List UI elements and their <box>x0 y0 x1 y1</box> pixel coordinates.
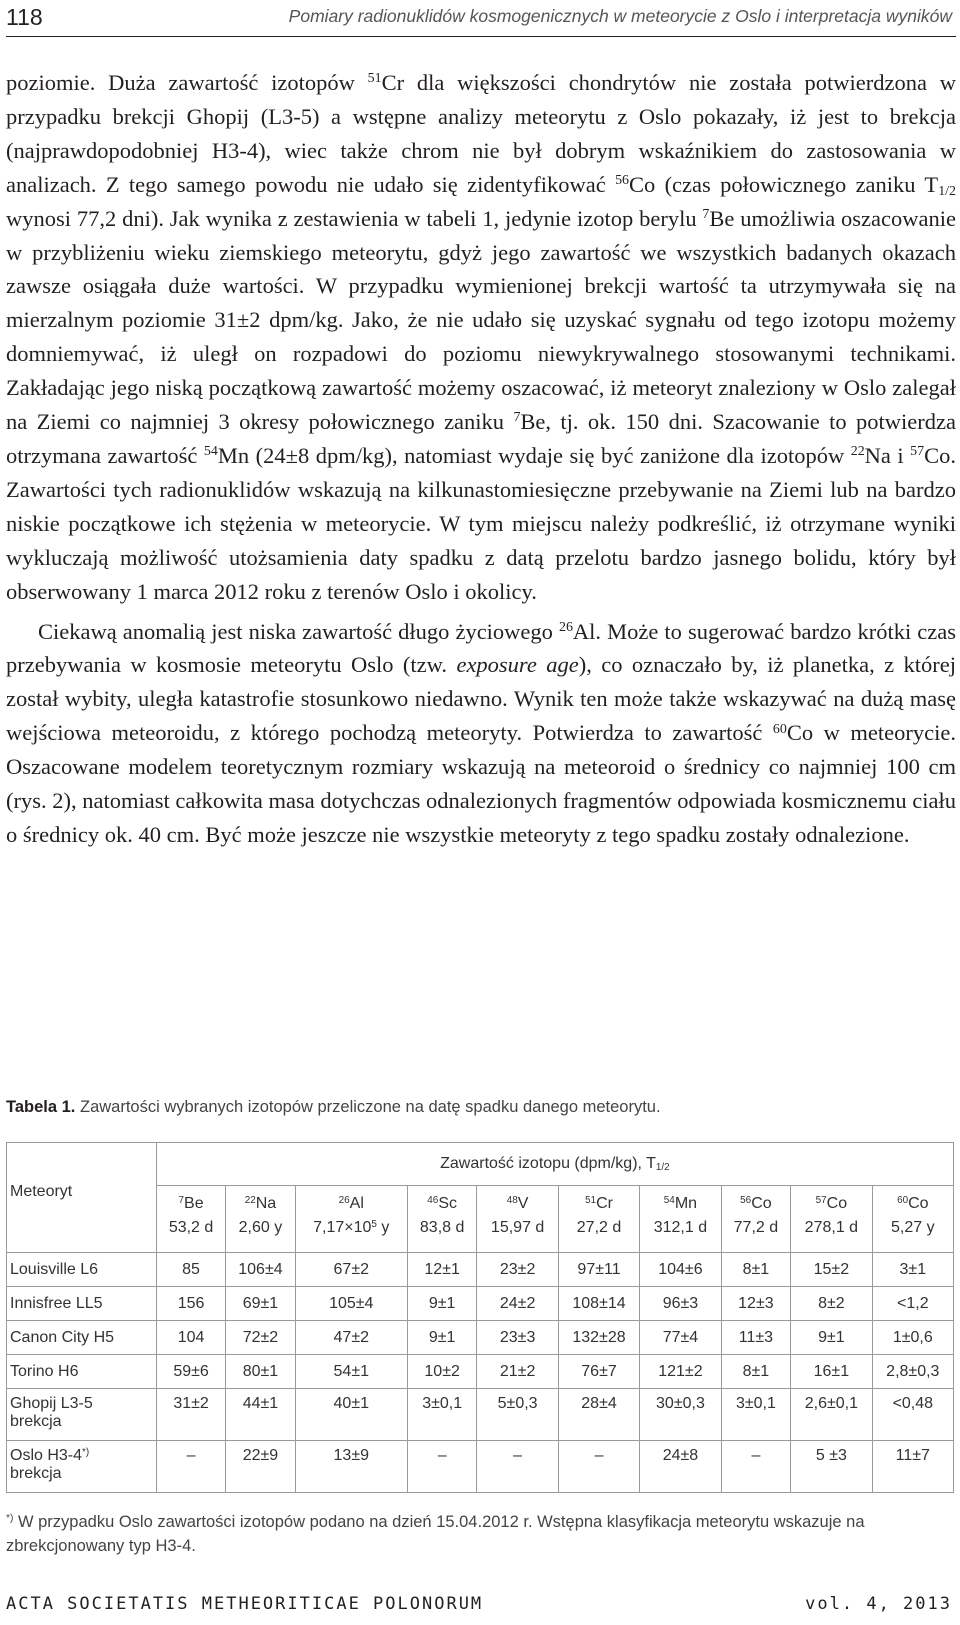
table-row <box>7 1441 954 1493</box>
text-run: Be, tj. ok. 150 dni. Szacowanie to potwierdza otrzymana zawartość <box>6 409 956 468</box>
element-symbol: Co <box>826 1195 848 1212</box>
table-cell: 16±1 <box>791 1355 872 1389</box>
half-life: 15,97 d <box>490 1219 545 1236</box>
table-cell: 28±4 <box>558 1389 639 1441</box>
superscript: 54 <box>203 444 218 460</box>
element-symbol: Co <box>751 1195 772 1212</box>
half-life-exponent: 5 <box>371 1218 377 1230</box>
table-footnote <box>6 1510 956 1558</box>
table-cell: 13±9 <box>295 1441 407 1493</box>
table-cell: 97±11 <box>558 1253 639 1287</box>
mass-number: 22 <box>244 1194 256 1206</box>
meteorite-name-text: Innisfree LL5 <box>10 1294 103 1312</box>
isotope-header-56-co <box>721 1186 790 1253</box>
table-cell: 108±14 <box>558 1287 639 1321</box>
isotope-header-57-co <box>791 1186 872 1253</box>
table-cell: 104 <box>156 1321 225 1355</box>
table-cell: 72±2 <box>226 1321 295 1355</box>
table-cell: 156 <box>156 1287 225 1321</box>
table-cell: <0,48 <box>872 1389 953 1441</box>
meteorite-type: brekcja <box>10 1465 62 1482</box>
table-cell: – <box>407 1441 476 1493</box>
subscript: 1/2 <box>938 183 956 199</box>
table-cell: 11±3 <box>721 1321 790 1355</box>
superscript: 7 <box>702 206 710 222</box>
half-life: 77,2 d <box>733 1219 779 1236</box>
isotope-header-51-cr <box>558 1186 639 1253</box>
text-run: Co w meteorycie. Oszacowane modelem teoretycznym rozmiary wskazują na meteoroid o średnicy co najmniej 100 cm (rys. 2), natomiast całkowita masa dotychczas odnalezionych fragmentów odpowiada kosmicznemu ciału o średnicy ok. 40 cm. Być może jeszcze nie wszystkie meteoryty z tego spadku zostały odnalezione. <box>6 720 956 847</box>
meteorite-name <box>7 1253 157 1287</box>
element-symbol: Sc <box>438 1195 457 1212</box>
table-cell: – <box>721 1441 790 1493</box>
table-cell: 54±1 <box>295 1355 407 1389</box>
meteorite-name <box>7 1389 157 1441</box>
page-number: 118 <box>6 4 43 30</box>
paragraph-2 <box>6 615 956 852</box>
table-cell: 106±4 <box>226 1253 295 1287</box>
half-life: 2,60 y <box>238 1219 283 1236</box>
text-run: poziomie. Duża zawartość izotopów <box>6 70 368 95</box>
meteorite-header: Meteoryt <box>7 1143 157 1253</box>
table-cell: 80±1 <box>226 1355 295 1389</box>
table-cell: 3±0,1 <box>721 1389 790 1441</box>
table-cell: 47±2 <box>295 1321 407 1355</box>
subscript: 1/2 <box>655 1161 670 1173</box>
half-life: 5,27 y <box>891 1219 935 1236</box>
body-text <box>6 66 956 852</box>
half-life: 278,1 d <box>804 1219 859 1236</box>
superscript: 57 <box>910 444 925 460</box>
meteorite-name <box>7 1321 157 1355</box>
meteorite-name-text: Torino H6 <box>10 1362 79 1380</box>
table-cell: 5±0,3 <box>477 1389 558 1441</box>
table-cell: 2,8±0,3 <box>872 1355 953 1389</box>
table-cell: 44±1 <box>226 1389 295 1441</box>
table-cell: 5 ±3 <box>791 1441 872 1493</box>
isotope-header-7-be <box>156 1186 225 1253</box>
table-cell: 21±2 <box>477 1355 558 1389</box>
group-header-text: Zawartość izotopu (dpm/kg), T <box>440 1155 656 1172</box>
half-life: 53,2 d <box>168 1219 214 1236</box>
table-cell: 40±1 <box>295 1389 407 1441</box>
table-cell: 10±2 <box>407 1355 476 1389</box>
table-cell: 76±7 <box>558 1355 639 1389</box>
table-cell: 8±1 <box>721 1253 790 1287</box>
text-run: Cr dla większości chondrytów nie została potwierdzona w przypadku brekcji Ghopij (L3-5) a wstępne analizy meteorytu z Oslo pokazały, iż jest to brekcja (najprawdopodobniej H3-4), wiec także chrom nie był dobrym wskaźnikiem do zastosowania w analizach. Z tego samego powodu nie udało się zidentyfikować <box>6 70 956 197</box>
meteorite-name <box>7 1355 157 1389</box>
half-life: 7,17×10 <box>313 1219 372 1236</box>
table-row <box>7 1321 954 1355</box>
caption-text: Zawartości wybranych izotopów przeliczone na datę spadku danego meteorytu. <box>75 1098 661 1116</box>
isotope-header-22-na <box>226 1186 295 1253</box>
footnote-mark: *) <box>6 1513 14 1525</box>
meteorite-name-text: Oslo H3-4 <box>10 1447 83 1464</box>
table-cell: 12±1 <box>407 1253 476 1287</box>
page-header <box>6 2 956 37</box>
superscript: 7 <box>513 410 521 426</box>
meteorite-name <box>7 1287 157 1321</box>
table-cell: 3±0,1 <box>407 1389 476 1441</box>
text-run: Al. Może to sugerować bardzo krótki czas przebywania w kosmosie meteorytu Oslo (tzw. <box>6 618 957 678</box>
emphasis: exposure age <box>456 652 579 678</box>
page-footer <box>6 1594 956 1614</box>
isotope-header-48-v <box>477 1186 558 1253</box>
mass-number: 46 <box>427 1194 439 1206</box>
half-life: 312,1 d <box>653 1219 708 1236</box>
table-row <box>7 1253 954 1287</box>
element-symbol: Co <box>908 1195 929 1212</box>
table-cell: 96±3 <box>640 1287 721 1321</box>
text-run: Mn (24±8 dpm/kg), natomiast wydaje się być zaniżone dla izotopów <box>217 442 851 468</box>
mass-number: 54 <box>663 1194 675 1206</box>
table-cell: <1,2 <box>872 1287 953 1321</box>
meteorite-name-text: Ghopij L3-5 <box>10 1395 93 1412</box>
half-life: 27,2 d <box>576 1219 622 1236</box>
table-cell: 132±28 <box>558 1321 639 1355</box>
footnote-mark: *) <box>82 1446 90 1458</box>
table-cell: 67±2 <box>295 1253 407 1287</box>
table-cell: 121±2 <box>640 1355 721 1389</box>
volume-info: vol. 4, 2013 <box>805 1594 952 1614</box>
mass-number: 56 <box>740 1194 752 1206</box>
superscript: 60 <box>772 721 787 737</box>
table-cell: 15±2 <box>791 1253 872 1287</box>
table-cell: 23±2 <box>477 1253 558 1287</box>
table-cell: 30±0,3 <box>640 1389 721 1441</box>
table-cell: 104±6 <box>640 1253 721 1287</box>
element-symbol: Cr <box>596 1195 613 1212</box>
mass-number: 51 <box>585 1194 597 1206</box>
meteorite-type: brekcja <box>10 1413 62 1430</box>
table-cell: – <box>477 1441 558 1493</box>
table-row <box>7 1287 954 1321</box>
meteorite-name-text: Louisville L6 <box>10 1260 99 1278</box>
running-title: Pomiary radionuklidów kosmogenicznych w meteorycie z Oslo i interpretacja wyników <box>288 6 952 26</box>
table-cell: 23±3 <box>477 1321 558 1355</box>
half-life: 83,8 d <box>419 1219 465 1236</box>
element-symbol: Mn <box>674 1195 698 1212</box>
group-header <box>156 1143 953 1186</box>
table-caption <box>6 1098 956 1117</box>
text-run: wynosi 77,2 dni). Jak wynika z zestawienia w tabeli 1, jedynie izotop berylu <box>6 205 703 231</box>
table-row <box>7 1355 954 1389</box>
table-cell: 9±1 <box>407 1321 476 1355</box>
table-cell: 11±7 <box>872 1441 953 1493</box>
table-cell: 105±4 <box>295 1287 407 1321</box>
caption-label: Tabela 1. <box>6 1098 76 1116</box>
table-cell: 8±1 <box>721 1355 790 1389</box>
half-life-unit: y <box>376 1219 390 1236</box>
mass-number: 26 <box>338 1194 350 1206</box>
meteorite-name <box>7 1441 157 1493</box>
superscript: 22 <box>850 444 865 460</box>
table-cell: 9±1 <box>791 1321 872 1355</box>
superscript: 51 <box>367 71 382 87</box>
mass-number: 57 <box>815 1194 827 1206</box>
element-symbol: Be <box>184 1195 204 1212</box>
element-symbol: Al <box>349 1195 364 1212</box>
element-symbol: Na <box>255 1195 277 1212</box>
footnote-text: W przypadku Oslo zawartości izotopów podano na dzień 15.04.2012 r. Wstępna klasyfikacja meteorytu wskazuje na zbrekcjonowany typ H3-4. <box>6 1513 865 1555</box>
table-header-row <box>7 1143 954 1186</box>
isotope-header-26-al <box>295 1186 407 1253</box>
superscript: 26 <box>558 619 573 635</box>
table-cell: 59±6 <box>156 1355 225 1389</box>
isotope-header-60-co <box>872 1186 953 1253</box>
text-run: Na i <box>864 442 911 468</box>
table-row <box>7 1389 954 1441</box>
table-cell: – <box>156 1441 225 1493</box>
table-cell: 3±1 <box>872 1253 953 1287</box>
mass-number: 48 <box>506 1194 518 1206</box>
mass-number: 7 <box>178 1194 185 1206</box>
table-cell: 1±0,6 <box>872 1321 953 1355</box>
table-cell: 85 <box>156 1253 225 1287</box>
table-cell: 9±1 <box>407 1287 476 1321</box>
table-cell: 2,6±0,1 <box>791 1389 872 1441</box>
superscript: 56 <box>615 173 630 189</box>
table-cell: 12±3 <box>721 1287 790 1321</box>
isotope-header-46-sc <box>407 1186 476 1253</box>
text-run: Co. Zawartości tych radionuklidów wskazują na kilkunastomiesięczne przebywanie na Ziemi lub na bardzo niskie początkowe ich stężenia w meteorycie. W tym miejscu należy podkreślić, iż otrzymane wyniki wykluczają możliwość utożsamienia daty spadku z datą przelotu bardzo jasnego bolidu, który był obserwowany 1 marca 2012 roku z terenów Oslo i okolicy. <box>6 442 956 604</box>
element-symbol: V <box>517 1195 529 1212</box>
table-cell: 8±2 <box>791 1287 872 1321</box>
paragraph-1 <box>6 66 956 609</box>
isotope-table <box>6 1142 954 1493</box>
table-body <box>7 1253 954 1493</box>
isotope-header-54-mn <box>640 1186 721 1253</box>
table-cell: 77±4 <box>640 1321 721 1355</box>
table-cell: 24±2 <box>477 1287 558 1321</box>
table-cell: 22±9 <box>226 1441 295 1493</box>
text-run: Ciekawą anomalią jest niska zawartość długo życiowego <box>38 618 559 644</box>
table-cell: 24±8 <box>640 1441 721 1493</box>
text-run: ), co oznaczało by, iż planetka, z której został wybity, uległa katastrofie stosunkowo niedawno. Wynik ten może także wskazywać na dużą masę wejściowa meteoroidu, z którego pochodzą meteoryty. Potwierdza to zawartość <box>6 652 957 746</box>
table-cell: – <box>558 1441 639 1493</box>
text-run: Be umożliwia oszacowanie w przybliżeniu wieku ziemskiego meteorytu, gdyż jego zawartość we wszystkich badanych okazach zawsze osiągała duże wartości. W przypadku wymienionej brekcji wartość ta utrzymywała się na mierzalnym poziomie 31±2 dpm/kg. Jako, że nie udało się uzyskać sygnału od tego izotopu możemy domniemywać, iż uległ on rozpadowi do poziomu niewykrywalnego stosowanymi technikami. Zakładając jego niską początkową zawartość możemy oszacować, iż meteoryt znaleziony w Oslo zalegał na Ziemi co najmniej 3 okresy połowicznego zaniku <box>6 205 956 435</box>
meteorite-name-text: Canon City H5 <box>10 1328 115 1346</box>
table-cell: 31±2 <box>156 1389 225 1441</box>
journal-name: ACTA SOCIETATIS METHEORITICAE POLONORUM <box>6 1594 484 1614</box>
mass-number: 60 <box>897 1194 909 1206</box>
table-cell: 69±1 <box>226 1287 295 1321</box>
text-run: Co (czas połowicznego zaniku T <box>629 171 939 197</box>
